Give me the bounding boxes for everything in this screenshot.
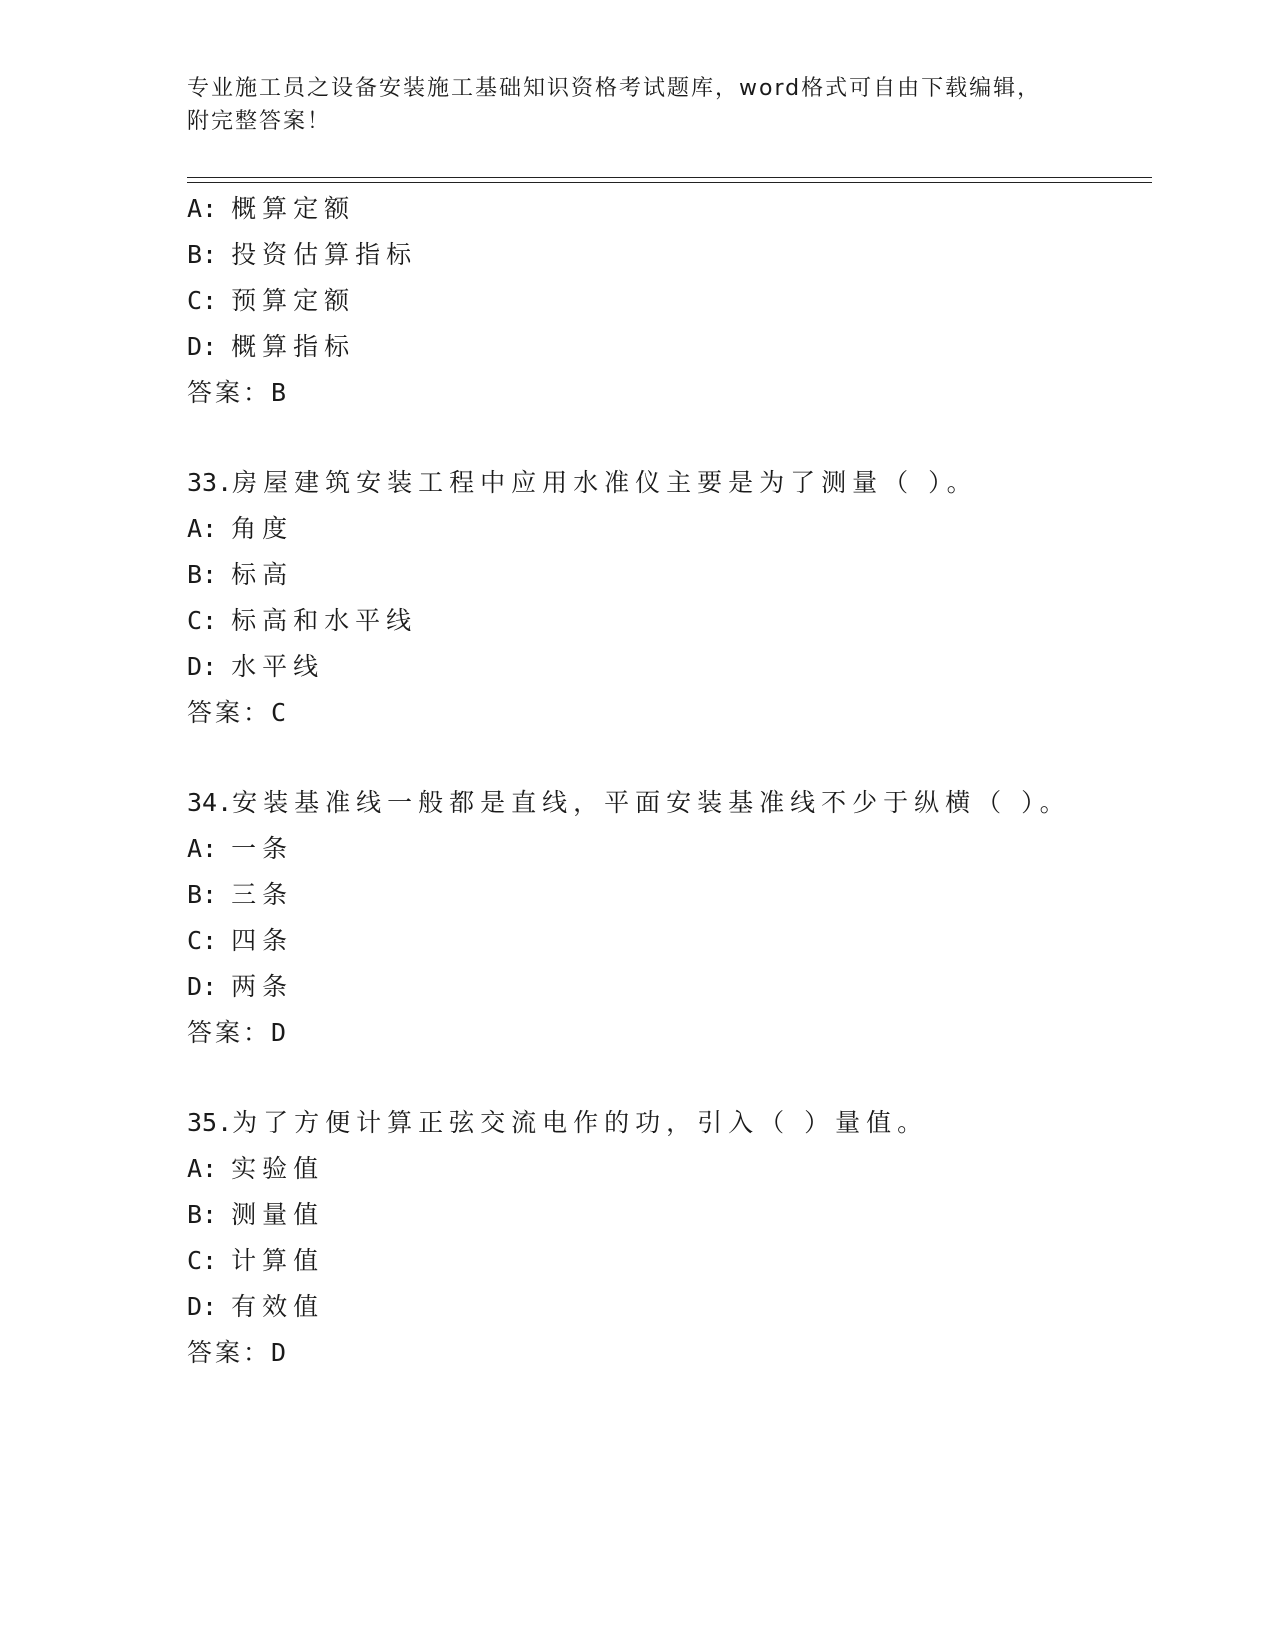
option-label: D:	[187, 332, 218, 361]
option-text: 概算指标	[231, 332, 356, 361]
question-text: 房屋建筑安装工程中应用水准仪主要是为了测量（ ）。	[232, 468, 978, 497]
option-text: 计算值	[231, 1246, 325, 1275]
option-label: A:	[187, 834, 218, 863]
header-divider-top	[187, 177, 1152, 178]
question-text: 安装基准线一般都是直线，平面安装基准线不少于纵横（ ）。	[232, 788, 1071, 817]
option-label: D:	[187, 972, 218, 1001]
option-label: D:	[187, 652, 218, 681]
answer-line	[187, 1330, 1152, 1376]
answer-label: 答案：	[187, 698, 272, 727]
option-text: 有效值	[231, 1292, 325, 1321]
spacer	[187, 736, 1152, 780]
option-text: 实验值	[231, 1154, 325, 1183]
spacer	[187, 1056, 1152, 1100]
answer-label: 答案：	[187, 1338, 272, 1367]
option-a	[187, 826, 1152, 872]
answer-value: D	[271, 1018, 290, 1047]
option-d	[187, 324, 1152, 370]
option-text: 三条	[231, 880, 294, 909]
question-block-34	[187, 780, 1152, 1056]
document-header	[187, 72, 1087, 138]
option-label: B:	[187, 560, 218, 589]
option-text: 标高和水平线	[231, 606, 418, 635]
option-a	[187, 186, 1152, 232]
answer-label: 答案：	[187, 1018, 272, 1047]
option-c	[187, 1238, 1152, 1284]
option-d	[187, 964, 1152, 1010]
option-text: 水平线	[231, 652, 325, 681]
option-text: 标高	[231, 560, 294, 589]
option-b	[187, 552, 1152, 598]
question-stem	[187, 780, 1152, 826]
option-text: 四条	[231, 926, 294, 955]
option-label: D:	[187, 1292, 218, 1321]
option-b	[187, 232, 1152, 278]
option-d	[187, 644, 1152, 690]
question-stem	[187, 460, 1152, 506]
option-label: A:	[187, 1154, 218, 1183]
option-label: C:	[187, 606, 218, 635]
option-text: 概算定额	[231, 194, 356, 223]
header-line-1: 专业施工员之设备安装施工基础知识资格考试题库，word格式可自由下载编辑，	[187, 76, 1042, 101]
option-text: 投资估算指标	[231, 240, 418, 269]
option-b	[187, 1192, 1152, 1238]
option-label: B:	[187, 240, 218, 269]
option-a	[187, 506, 1152, 552]
answer-value: B	[271, 378, 290, 407]
answer-label: 答案：	[187, 378, 272, 407]
option-label: C:	[187, 1246, 218, 1275]
option-text: 预算定额	[231, 286, 356, 315]
option-label: A:	[187, 194, 218, 223]
option-c	[187, 918, 1152, 964]
option-text: 一条	[231, 834, 294, 863]
option-label: C:	[187, 286, 218, 315]
answer-line	[187, 370, 1152, 416]
option-text: 两条	[231, 972, 294, 1001]
option-label: C:	[187, 926, 218, 955]
question-list	[187, 186, 1152, 1376]
option-label: B:	[187, 880, 218, 909]
answer-line	[187, 690, 1152, 736]
question-number: 33.	[187, 468, 233, 497]
question-block-continued	[187, 186, 1152, 416]
question-block-33	[187, 460, 1152, 736]
option-text: 测量值	[231, 1200, 325, 1229]
header-divider-bottom	[187, 182, 1152, 183]
option-a	[187, 1146, 1152, 1192]
question-number: 34.	[187, 788, 233, 817]
question-stem	[187, 1100, 1152, 1146]
answer-value: C	[271, 698, 290, 727]
answer-line	[187, 1010, 1152, 1056]
option-c	[187, 598, 1152, 644]
option-c	[187, 278, 1152, 324]
question-block-35	[187, 1100, 1152, 1376]
option-b	[187, 872, 1152, 918]
question-number: 35.	[187, 1108, 233, 1137]
option-text: 角度	[231, 514, 294, 543]
spacer	[187, 416, 1152, 460]
question-text: 为了方便计算正弦交流电作的功，引入（ ）量值。	[232, 1108, 929, 1137]
answer-value: D	[271, 1338, 290, 1367]
option-label: A:	[187, 514, 218, 543]
header-line-2: 附完整答案！	[187, 109, 332, 134]
option-label: B:	[187, 1200, 218, 1229]
option-d	[187, 1284, 1152, 1330]
